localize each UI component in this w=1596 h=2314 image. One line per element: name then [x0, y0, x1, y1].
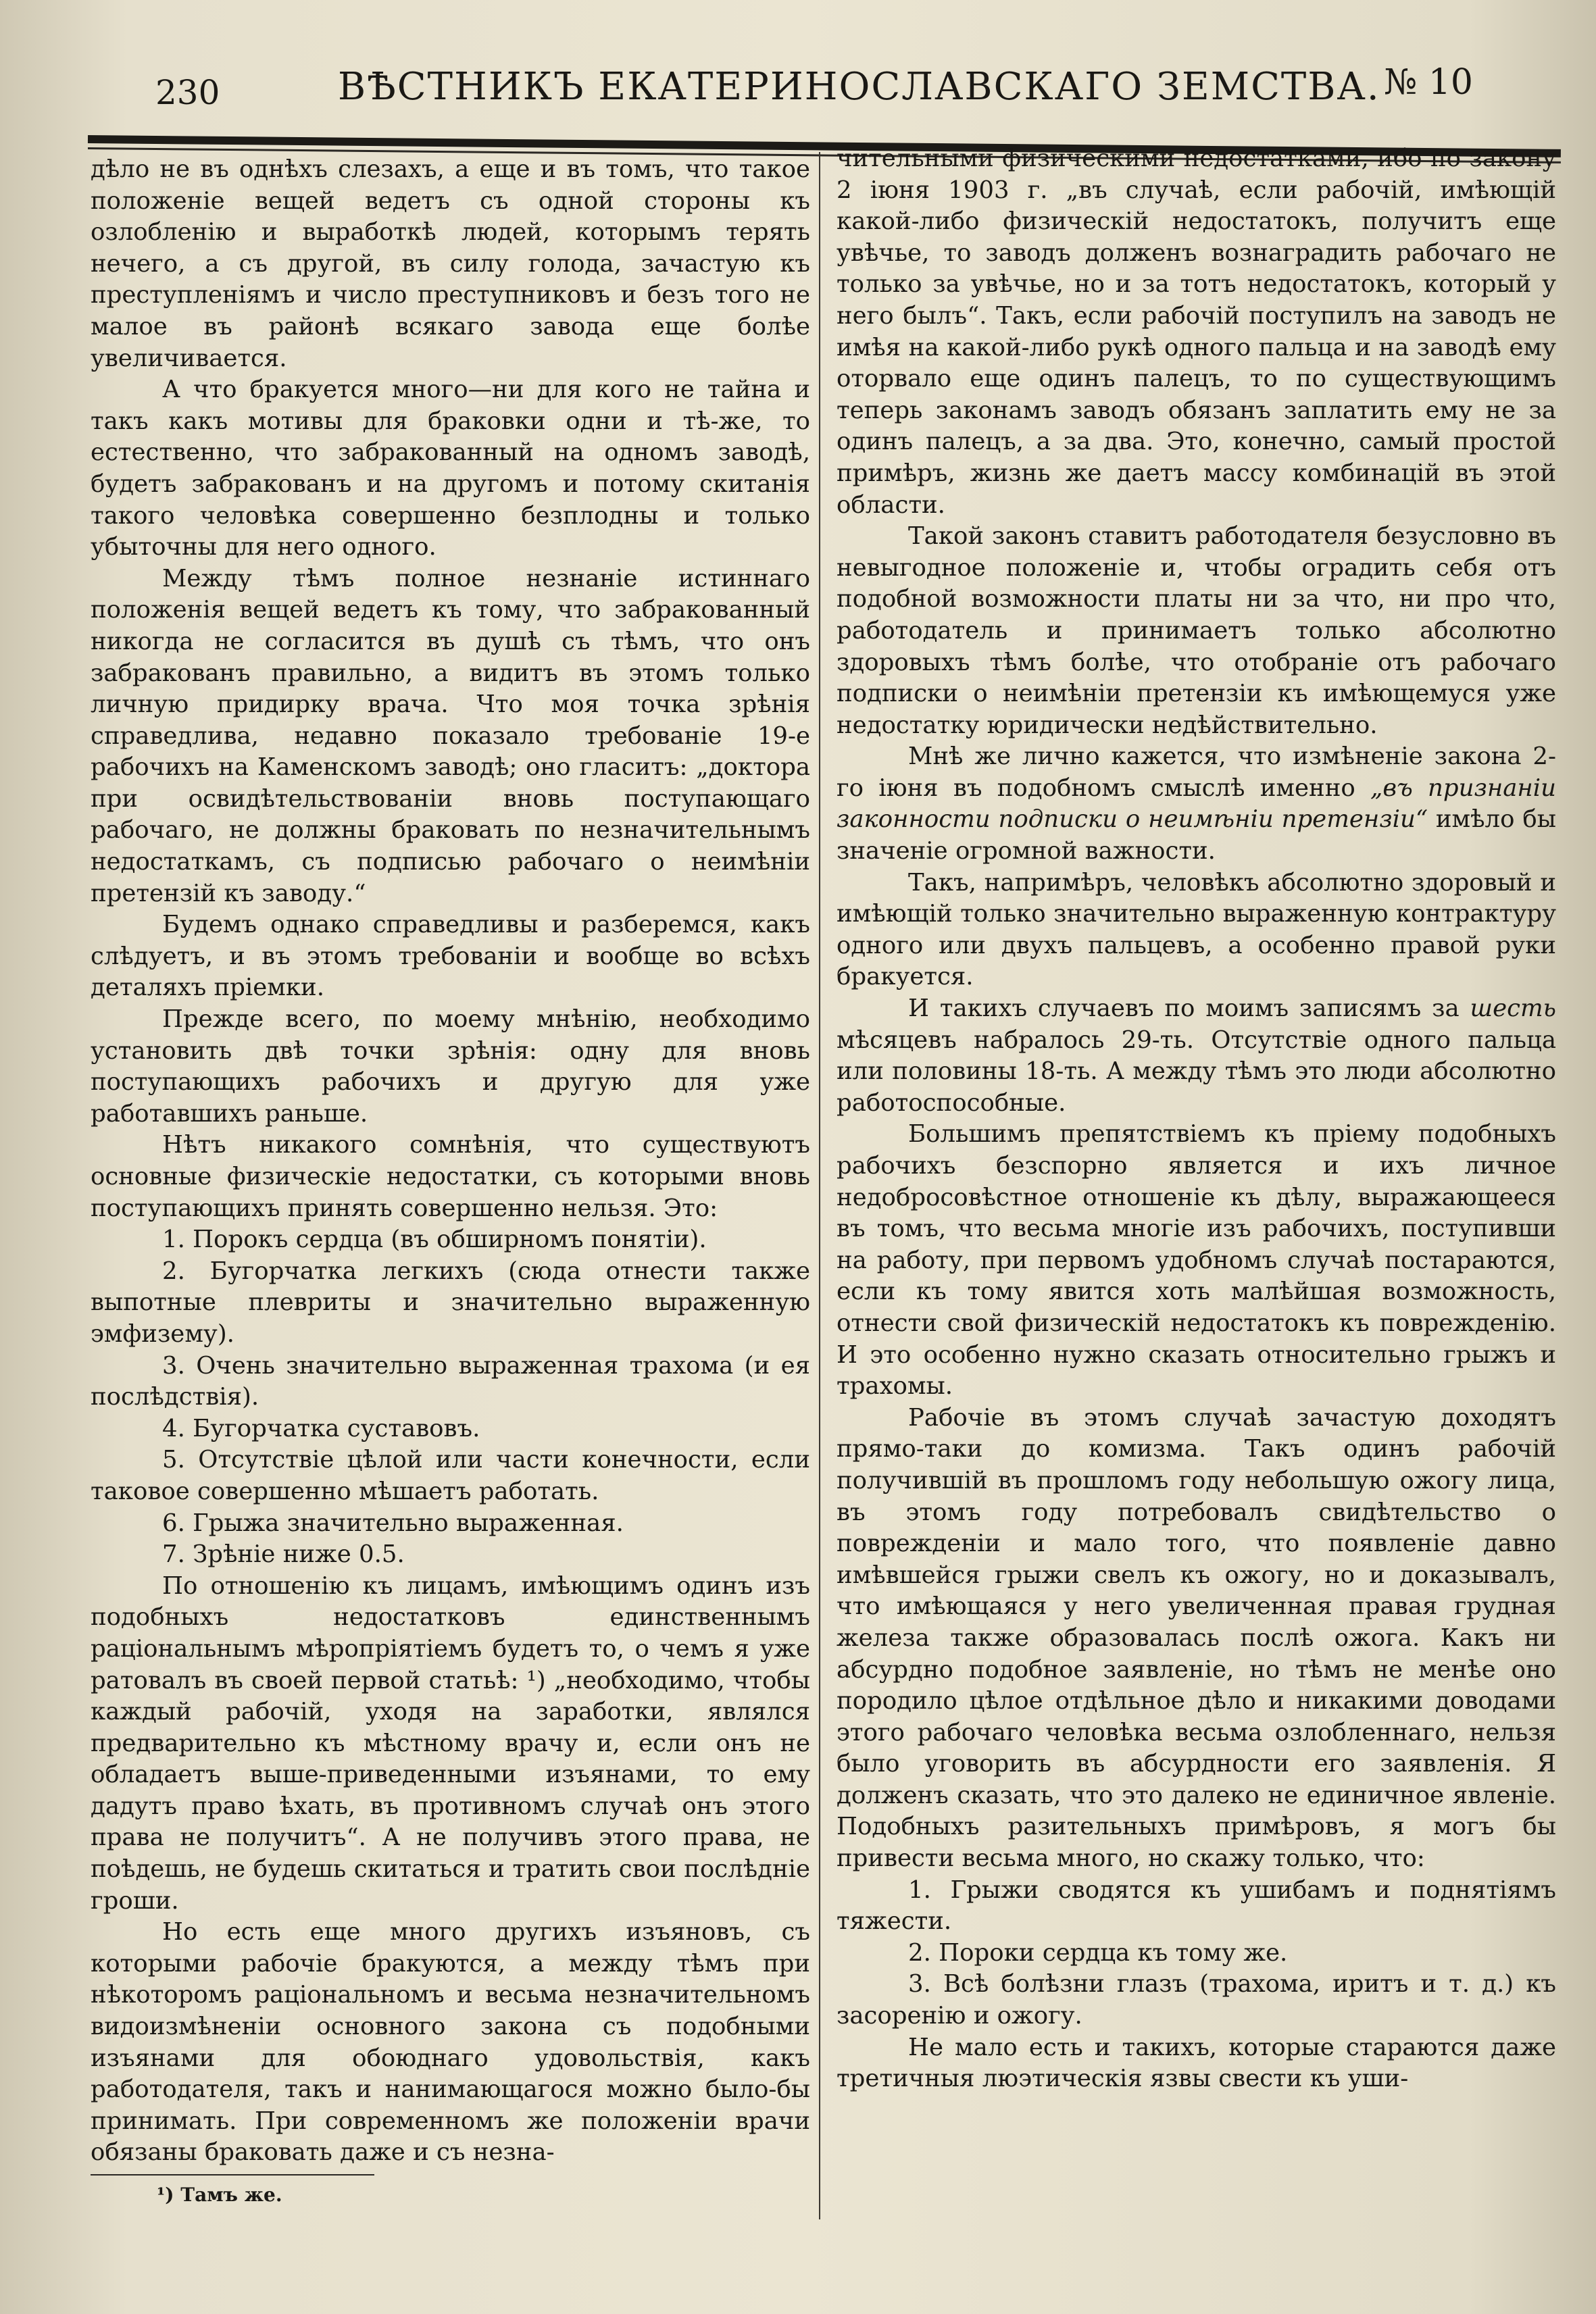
paragraph-text: Мнѣ же лично кажется, что измѣненiе закона 2-го iюня въ подобномъ смыслѣ именно: [837, 743, 1556, 802]
paragraph: Нѣтъ никакого сомнѣнiя, что существуютъ основные физическiе недостатки, съ которыми вновь поступающихъ принять совершенно нельзя. Это:: [91, 1131, 810, 1222]
italic-phrase: „въ признанiи законности подписки о неимѣнiи претензiи“: [837, 774, 1556, 834]
paragraph: Между тѣмъ полное незнанiе истиннаго положенiя вещей ведетъ къ тому, что забракованный никогда не согласится въ душѣ съ тѣмъ, что онъ забракованъ правильно, а видитъ въ этомъ только личную придирку врача. Что моя точка зрѣнiя справедлива, недавно показало требованiе 19-е рабочихъ на Каменскомъ заводѣ; оно гласитъ: „доктора при освидѣтельствованiи вновь поступающаго рабочаго, не должны браковать по незначительнымъ недостаткамъ, съ подписью рабочаго о неимѣнiи претензiй къ заводу.“: [91, 564, 810, 907]
paragraph: А что бракуется много—ни для кого не тайна и такъ какъ мотивы для браковки одни и тѣ-же, то естественно, что забракованный на одномъ заводѣ, будетъ забракованъ и на другомъ и потому скитанiя такого человѣка совершенно безплодны и только убыточны для него одного.: [91, 376, 810, 561]
column-divider: [819, 152, 820, 2219]
issue-number: № 10: [1384, 62, 1473, 103]
list-item: 2. Бугорчатка легкихъ (сюда отнести также выпотные плевриты и значительно выраженную эмфизему).: [91, 1257, 810, 1348]
paragraph: Такъ, напримѣръ, человѣкъ абсолютно здоровый и имѣющiй только значительно выраженную контрактуру одного или двухъ пальцевъ, а особенно правой руки бракуется.: [837, 868, 1556, 991]
footnote-rule: [91, 2174, 374, 2175]
footnote: ¹) Тамъ же.: [157, 2184, 282, 2206]
list-item: 1. Порокъ сердца (въ обширномъ понятiи).: [162, 1226, 707, 1254]
right-column: [837, 143, 1556, 2095]
paragraph: Но есть еще много другихъ изъяновъ, съ которыми рабочiе бракуются, а между тѣмъ при нѣкоторомъ рацiональномъ и весьма незначительномъ видоизмѣненiи основного закона съ подобными изъянами для обоюднаго удовольствiя, какъ работодателя, такъ и нанимающагося можно было-бы принимать. При современномъ же положенiи врачи обязаны браковать даже и съ незна-: [91, 1918, 810, 2167]
paragraph: дѣло не въ однѣхъ слезахъ, а еще и въ томъ, что такое положенiе вещей ведетъ съ одной стороны къ озлобленiю и выработкѣ людей, которымъ терять нечего, а съ другой, въ силу голода, зачастую къ преступленiямъ и число преступниковъ и безъ того не малое въ районѣ всякаго завода еще болѣе увеличивается.: [91, 155, 810, 372]
paragraph: По отношенiю къ лицамъ, имѣющимъ одинъ изъ подобныхъ недостатковъ единственнымъ рацiональнымъ мѣропрiятiемъ будетъ то, о чемъ я уже ратовалъ въ своей первой статьѣ: ¹) „необходимо, чтобы каждый рабочiй, уходя на заработки, являлся предварительно къ мѣстному врачу и, если онъ не обладаетъ выше-приведенными изъянами, то ему дадутъ право ѣхать, въ противномъ случаѣ онъ этого права не получитъ“. А не получивъ этого права, не поѣдешь, не будешь скитаться и тратить свои послѣднiе гроши.: [91, 1571, 810, 1915]
italic-word: шесть: [1470, 995, 1556, 1023]
paragraph: Такой законъ ставитъ работодателя безусловно въ невыгодное положенiе и, чтобы оградить себя отъ подобной возможности платы ни за что, ни про что, работодатель и принимаетъ только абсолютно здоровыхъ тѣмъ болѣе, что отобранiе отъ рабочаго подписки о неимѣнiи претензiи къ имѣющемуся уже недостатку юридически недѣйствительно.: [837, 522, 1556, 739]
list-item: 5. Отсутствiе цѣлой или части конечности, если таковое совершенно мѣшаетъ работать.: [91, 1446, 810, 1505]
list-item: 2. Пороки сердца къ тому же.: [908, 1938, 1288, 1967]
list-item: 4. Бугорчатка суставовъ.: [162, 1414, 480, 1442]
paragraph: Не мало есть и такихъ, которые стараются даже третичныя люэтическiя язвы свести къ уши-: [837, 2033, 1556, 2093]
list-item: 7. Зрѣнiе ниже 0.5.: [162, 1540, 405, 1569]
page-number: 230: [155, 73, 220, 112]
left-column: [91, 154, 810, 2169]
paragraph-text: И такихъ случаевъ по моимъ записямъ за: [908, 995, 1470, 1023]
list-item: 3. Очень значительно выраженная трахома (и ея послѣдствiя).: [91, 1351, 810, 1411]
list-item: 6. Грыжа значительно выраженная.: [162, 1509, 624, 1537]
paragraph: чительными физическими недостатками, ибо по закону 2 iюня 1903 г. „въ случаѣ, если рабочiй, имѣющiй какой-либо физическiй недостатокъ, получитъ еще увѣчье, то заводъ долженъ вознаградить рабочаго не только за увѣчье, но и за тотъ недостатокъ, который у него былъ“. Такъ, если рабочiй поступилъ на заводъ не имѣя на какой-либо рукѣ одного пальца и на заводѣ ему оторвало еще одинъ палецъ, то по существующимъ теперь законамъ заводъ обязанъ заплатить ему не за одинъ палецъ, а за два. Это, конечно, самый простой примѣръ, жизнь же даетъ массу комбинацiй въ этой области.: [837, 145, 1556, 519]
journal-title: ВѢСТНИКЪ ЕКАТЕРИНОСЛАВСКАГО ЗЕМСТВА.: [338, 65, 1380, 109]
paragraph-text: имѣло бы значенiе огромной важности.: [837, 805, 1556, 865]
paragraph: [837, 741, 1556, 867]
list-item: 1. Грыжи сводятся къ ушибамъ и поднятiямъ тяжести.: [837, 1876, 1556, 1936]
paragraph: Будемъ однако справедливы и разберемся, какъ слѣдуетъ, и въ этомъ требованiи и вообще во всѣхъ деталяхъ прiемки.: [91, 911, 810, 1002]
list-item: 3. Всѣ болѣзни глазъ (трахома, иритъ и т. д.) къ засоренiю и ожогу.: [837, 1970, 1556, 2030]
paragraph: [837, 993, 1556, 1119]
paragraph: Большимъ препятствiемъ къ прiему подобныхъ рабочихъ безспорно является и ихъ личное недобросовѣстное отношенiе къ дѣлу, выражающееся въ томъ, что весьма многiе изъ рабочихъ, поступивши на работу, при первомъ удобномъ случаѣ постараются, если къ тому явится хоть малѣйшая возможность, отнести свой физическiй недостатокъ къ поврежденiю. И это особенно нужно сказать относительно грыжъ и трахомы.: [837, 1120, 1556, 1401]
paragraph: Прежде всего, по моему мнѣнiю, необходимо установить двѣ точки зрѣнiя: одну для вновь поступающихъ рабочихъ и другую для уже работавшихъ раньше.: [91, 1005, 810, 1128]
paragraph-text: мѣсяцевъ набралось 29-ть. Отсутствiе одного пальца или половины 18-ть. А между тѣмъ это люди абсолютно работоспособные.: [837, 1026, 1556, 1117]
page-header: [88, 42, 1500, 116]
paragraph: Рабочiе въ этомъ случаѣ зачастую доходятъ прямо-таки до комизма. Такъ одинъ рабочiй получившiй въ прошломъ году небольшую ожогу лица, въ этомъ году потребовалъ свидѣтельство о поврежденiи и мало того, что появленiе давно имѣвшейся грыжи свелъ къ ожогу, но и доказывалъ, что имѣющаяся у него увеличенная правая грудная железа также образовалась послѣ ожога. Какъ ни абсурдно подобное заявленiе, но тѣмъ не менѣе оно породило цѣлое отдѣльное дѣло и никакими доводами этого рабочаго человѣка весьма озлобленнаго, нельзя было уговорить въ абсурдности его заявленiя. Я долженъ сказать, что это далеко не единичное явленiе. Подобныхъ разительныхъ примѣровъ, я могъ бы привести весьма много, но скажу только, что:: [837, 1403, 1556, 1873]
